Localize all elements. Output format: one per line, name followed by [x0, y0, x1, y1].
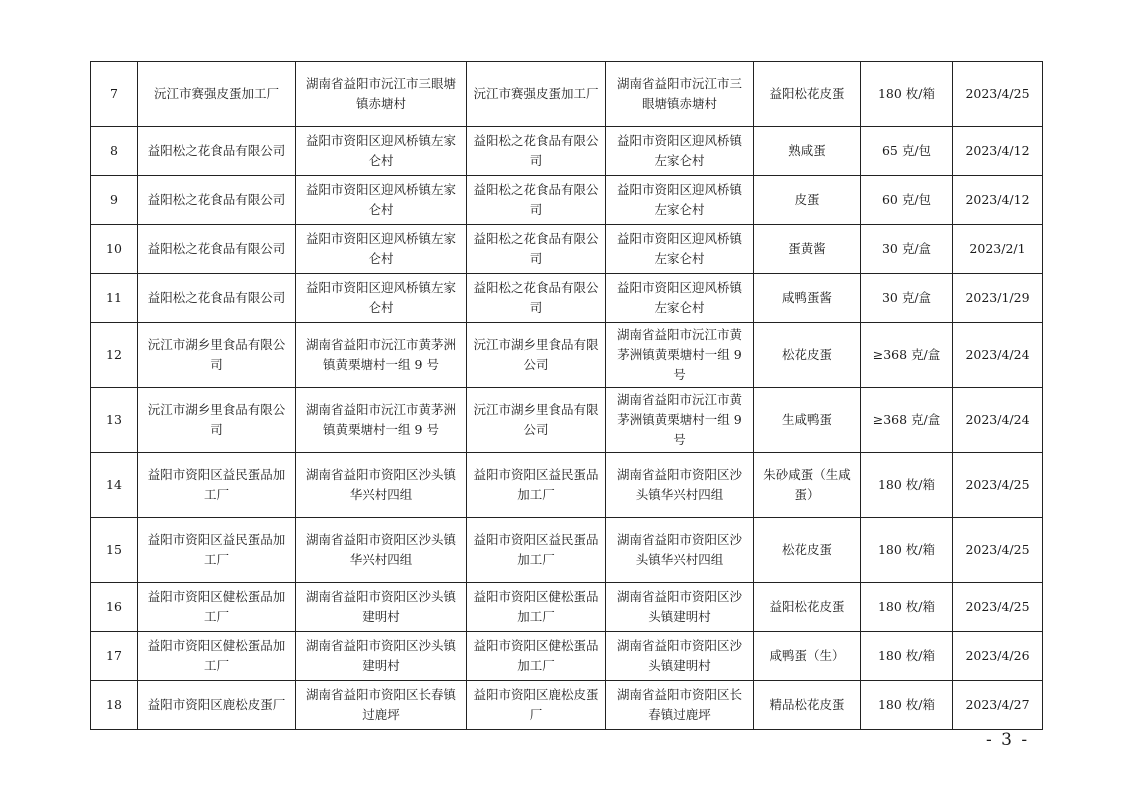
cell-product-name: 松花皮蛋	[754, 518, 861, 583]
table-row	[91, 176, 1043, 225]
cell-specification: 180 枚/箱	[861, 62, 953, 127]
cell-enterprise-name: 益阳松之花食品有限公司	[138, 225, 296, 274]
cell-production-date: 2023/4/25	[953, 583, 1043, 632]
cell-production-date: 2023/4/26	[953, 632, 1043, 681]
cell-product-name: 咸鸭蛋（生）	[754, 632, 861, 681]
cell-enterprise-address: 湖南省益阳市沅江市黄茅洲镇黄栗塘村一组 9 号	[296, 388, 467, 453]
cell-enterprise-name: 益阳松之花食品有限公司	[138, 127, 296, 176]
sampling-table-container	[90, 61, 1042, 730]
cell-producer-name: 沅江市湖乡里食品有限公司	[467, 323, 606, 388]
table-row	[91, 518, 1043, 583]
cell-enterprise-name: 沅江市赛强皮蛋加工厂	[138, 62, 296, 127]
cell-producer-name: 益阳市资阳区健松蛋品加工厂	[467, 583, 606, 632]
cell-specification: 180 枚/箱	[861, 583, 953, 632]
cell-producer-address: 湖南省益阳市资阳区沙头镇华兴村四组	[606, 453, 754, 518]
cell-producer-name: 益阳松之花食品有限公司	[467, 225, 606, 274]
cell-enterprise-name: 沅江市湖乡里食品有限公司	[138, 323, 296, 388]
table-row	[91, 274, 1043, 323]
table-row	[91, 681, 1043, 730]
cell-serial-no: 11	[91, 274, 138, 323]
cell-specification: 65 克/包	[861, 127, 953, 176]
cell-serial-no: 12	[91, 323, 138, 388]
cell-serial-no: 14	[91, 453, 138, 518]
cell-production-date: 2023/2/1	[953, 225, 1043, 274]
cell-producer-address: 湖南省益阳市沅江市黄茅洲镇黄栗塘村一组 9 号	[606, 388, 754, 453]
cell-enterprise-name: 益阳市资阳区鹿松皮蛋厂	[138, 681, 296, 730]
cell-product-name: 咸鸭蛋酱	[754, 274, 861, 323]
cell-producer-name: 益阳市资阳区健松蛋品加工厂	[467, 632, 606, 681]
cell-producer-name: 益阳市资阳区益民蛋品加工厂	[467, 518, 606, 583]
table-row	[91, 323, 1043, 388]
cell-serial-no: 17	[91, 632, 138, 681]
cell-production-date: 2023/4/27	[953, 681, 1043, 730]
table-row	[91, 225, 1043, 274]
cell-product-name: 皮蛋	[754, 176, 861, 225]
cell-product-name: 益阳松花皮蛋	[754, 62, 861, 127]
cell-producer-address: 湖南省益阳市沅江市三眼塘镇赤塘村	[606, 62, 754, 127]
cell-product-name: 朱砂咸蛋（生咸蛋）	[754, 453, 861, 518]
cell-producer-name: 沅江市赛强皮蛋加工厂	[467, 62, 606, 127]
cell-enterprise-address: 湖南省益阳市资阳区沙头镇华兴村四组	[296, 518, 467, 583]
cell-serial-no: 10	[91, 225, 138, 274]
cell-product-name: 生咸鸭蛋	[754, 388, 861, 453]
table-row	[91, 632, 1043, 681]
cell-enterprise-name: 益阳松之花食品有限公司	[138, 176, 296, 225]
cell-enterprise-address: 益阳市资阳区迎风桥镇左家仑村	[296, 274, 467, 323]
cell-producer-address: 益阳市资阳区迎风桥镇左家仑村	[606, 225, 754, 274]
table-row	[91, 453, 1043, 518]
cell-enterprise-name: 益阳松之花食品有限公司	[138, 274, 296, 323]
cell-serial-no: 18	[91, 681, 138, 730]
cell-enterprise-address: 益阳市资阳区迎风桥镇左家仑村	[296, 176, 467, 225]
cell-producer-address: 湖南省益阳市资阳区沙头镇建明村	[606, 632, 754, 681]
cell-specification: 180 枚/箱	[861, 632, 953, 681]
cell-production-date: 2023/4/12	[953, 176, 1043, 225]
cell-product-name: 益阳松花皮蛋	[754, 583, 861, 632]
cell-production-date: 2023/4/25	[953, 453, 1043, 518]
cell-producer-address: 益阳市资阳区迎风桥镇左家仑村	[606, 127, 754, 176]
cell-specification: ≥368 克/盒	[861, 388, 953, 453]
cell-enterprise-address: 湖南省益阳市沅江市黄茅洲镇黄栗塘村一组 9 号	[296, 323, 467, 388]
cell-producer-address: 湖南省益阳市资阳区沙头镇华兴村四组	[606, 518, 754, 583]
cell-production-date: 2023/4/25	[953, 518, 1043, 583]
cell-enterprise-address: 益阳市资阳区迎风桥镇左家仑村	[296, 225, 467, 274]
cell-producer-name: 沅江市湖乡里食品有限公司	[467, 388, 606, 453]
table-body	[91, 62, 1043, 730]
cell-serial-no: 8	[91, 127, 138, 176]
cell-enterprise-address: 湖南省益阳市资阳区沙头镇建明村	[296, 632, 467, 681]
cell-specification: 180 枚/箱	[861, 453, 953, 518]
cell-product-name: 熟咸蛋	[754, 127, 861, 176]
cell-enterprise-name: 益阳市资阳区益民蛋品加工厂	[138, 453, 296, 518]
cell-product-name: 松花皮蛋	[754, 323, 861, 388]
cell-enterprise-address: 湖南省益阳市资阳区沙头镇建明村	[296, 583, 467, 632]
cell-enterprise-address: 益阳市资阳区迎风桥镇左家仑村	[296, 127, 467, 176]
cell-producer-address: 湖南省益阳市沅江市黄茅洲镇黄栗塘村一组 9 号	[606, 323, 754, 388]
cell-serial-no: 7	[91, 62, 138, 127]
cell-product-name: 蛋黄酱	[754, 225, 861, 274]
cell-production-date: 2023/4/24	[953, 388, 1043, 453]
cell-enterprise-address: 湖南省益阳市沅江市三眼塘镇赤塘村	[296, 62, 467, 127]
cell-producer-name: 益阳市资阳区鹿松皮蛋厂	[467, 681, 606, 730]
page-number: - 3 -	[986, 730, 1030, 750]
cell-serial-no: 16	[91, 583, 138, 632]
sampling-table	[90, 61, 1043, 730]
table-row	[91, 388, 1043, 453]
cell-serial-no: 13	[91, 388, 138, 453]
cell-enterprise-name: 益阳市资阳区益民蛋品加工厂	[138, 518, 296, 583]
cell-specification: 60 克/包	[861, 176, 953, 225]
cell-specification: 30 克/盒	[861, 225, 953, 274]
cell-serial-no: 15	[91, 518, 138, 583]
cell-specification: 180 枚/箱	[861, 681, 953, 730]
cell-producer-address: 益阳市资阳区迎风桥镇左家仑村	[606, 274, 754, 323]
cell-producer-name: 益阳松之花食品有限公司	[467, 127, 606, 176]
cell-producer-address: 湖南省益阳市资阳区长春镇过鹿坪	[606, 681, 754, 730]
cell-product-name: 精品松花皮蛋	[754, 681, 861, 730]
cell-enterprise-address: 湖南省益阳市资阳区沙头镇华兴村四组	[296, 453, 467, 518]
table-row	[91, 62, 1043, 127]
cell-producer-address: 益阳市资阳区迎风桥镇左家仑村	[606, 176, 754, 225]
cell-specification: 180 枚/箱	[861, 518, 953, 583]
cell-specification: ≥368 克/盒	[861, 323, 953, 388]
cell-production-date: 2023/4/12	[953, 127, 1043, 176]
cell-producer-name: 益阳松之花食品有限公司	[467, 176, 606, 225]
cell-production-date: 2023/4/24	[953, 323, 1043, 388]
cell-production-date: 2023/1/29	[953, 274, 1043, 323]
cell-specification: 30 克/盒	[861, 274, 953, 323]
table-row	[91, 583, 1043, 632]
cell-producer-name: 益阳松之花食品有限公司	[467, 274, 606, 323]
cell-enterprise-name: 益阳市资阳区健松蛋品加工厂	[138, 583, 296, 632]
table-row	[91, 127, 1043, 176]
cell-enterprise-address: 湖南省益阳市资阳区长春镇过鹿坪	[296, 681, 467, 730]
cell-producer-name: 益阳市资阳区益民蛋品加工厂	[467, 453, 606, 518]
cell-serial-no: 9	[91, 176, 138, 225]
cell-enterprise-name: 益阳市资阳区健松蛋品加工厂	[138, 632, 296, 681]
cell-enterprise-name: 沅江市湖乡里食品有限公司	[138, 388, 296, 453]
cell-producer-address: 湖南省益阳市资阳区沙头镇建明村	[606, 583, 754, 632]
cell-production-date: 2023/4/25	[953, 62, 1043, 127]
